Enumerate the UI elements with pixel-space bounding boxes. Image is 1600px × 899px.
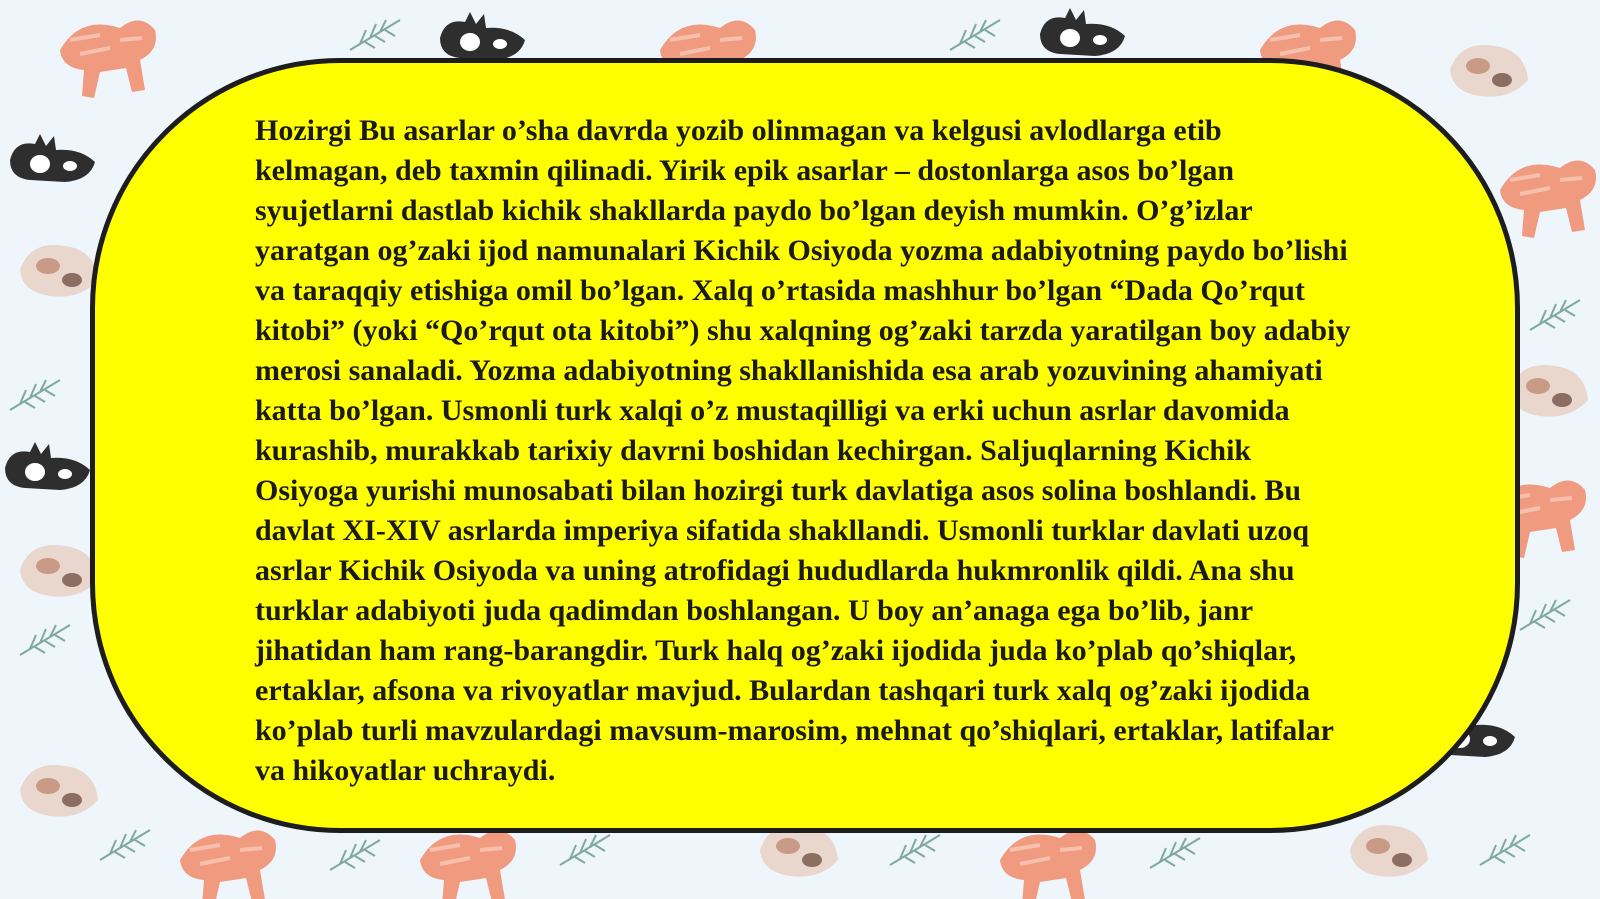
- spotted-cat-decoration-icon: [20, 245, 98, 297]
- dark-cat-decoration-icon: [1040, 8, 1125, 56]
- leaf-decoration-icon: [100, 830, 150, 860]
- leaf-decoration-icon: [20, 625, 70, 655]
- dark-cat-decoration-icon: [10, 134, 95, 182]
- spotted-cat-decoration-icon: [1510, 365, 1588, 417]
- leaf-decoration-icon: [950, 20, 1000, 50]
- orange-cat-decoration-icon: [1500, 160, 1596, 238]
- spotted-cat-decoration-icon: [20, 765, 98, 817]
- leaf-decoration-icon: [1480, 835, 1530, 865]
- orange-cat-decoration-icon: [60, 20, 156, 98]
- dark-cat-decoration-icon: [5, 442, 90, 490]
- spotted-cat-decoration-icon: [20, 545, 98, 597]
- body-paragraph: Hozirgi Bu asarlar o’sha davrda yozib olinmagan va kelgusi avlodlarga etib kelmagan, deb taxmin qilinadi. Yirik epik asarlar – dostonlarga asos bo’lgan syujetlarni dastlab kichik shakllarda paydo bo’lgan deyish mumkin. O’g’izlar yaratgan og’zaki ijod namunalari Kichik Osiyoda yozma adabiyotning paydo bo’lishi va taraqqiy etishiga omil bo’lgan. Xalq o’rtasida mashhur bo’lgan “Dada Qo’rqut kitobi” (yoki “Qo’rqut ota kitobi”) shu xalqning og’zaki tarzda yaratilgan boy adabiy merosi sanaladi. Yozma adabiyotning shakllanishida esa arab yozuvining ahamiyati katta bo’lgan. Usmonli turk xalqi o’z mustaqilligi va erki uchun asrlar davomida kurashib, murakkab tarixiy davrni boshidan kechirgan. Saljuqlarning Kichik Osiyoga yurishi munosabati bilan hozirgi turk davlatiga asos solina boshlandi. Bu davlat XI-XIV asrlarda imperiya sifatida shakllandi. Usmonli turklar davlati uzoq asrlar Kichik Osiyoda va uning atrofidagi hududlarda hukmronlik qildi. Ana shu turklar adabiyoti juda qadimdan boshlangan. U boy an’anaga ega bo’lib, janr jihatidan ham rang-barangdir. Turk halq og’zaki ijodida juda ko’plab qo’shiqlar, ertaklar, afsona va rivoyatlar mavjud. Bulardan tashqari turk xalq og’zaki ijodida ko’plab turli mavzulardagi mavsum-marosim, mehnat qo’shiqlari, ertaklar, latifalar va hikoyatlar uchraydi.: [255, 114, 1351, 787]
- dark-cat-decoration-icon: [440, 12, 525, 60]
- leaf-decoration-icon: [1530, 300, 1580, 330]
- leaf-decoration-icon: [1150, 838, 1200, 868]
- leaf-decoration-icon: [890, 835, 940, 865]
- spotted-cat-decoration-icon: [1450, 45, 1528, 97]
- orange-cat-decoration-icon: [1000, 830, 1096, 899]
- orange-cat-decoration-icon: [420, 830, 516, 899]
- orange-cat-decoration-icon: [180, 830, 276, 899]
- spotted-cat-decoration-icon: [1350, 825, 1428, 877]
- leaf-decoration-icon: [1520, 600, 1570, 630]
- leaf-decoration-icon: [330, 840, 380, 870]
- leaf-decoration-icon: [350, 20, 400, 50]
- leaf-decoration-icon: [560, 835, 610, 865]
- leaf-decoration-icon: [10, 380, 60, 410]
